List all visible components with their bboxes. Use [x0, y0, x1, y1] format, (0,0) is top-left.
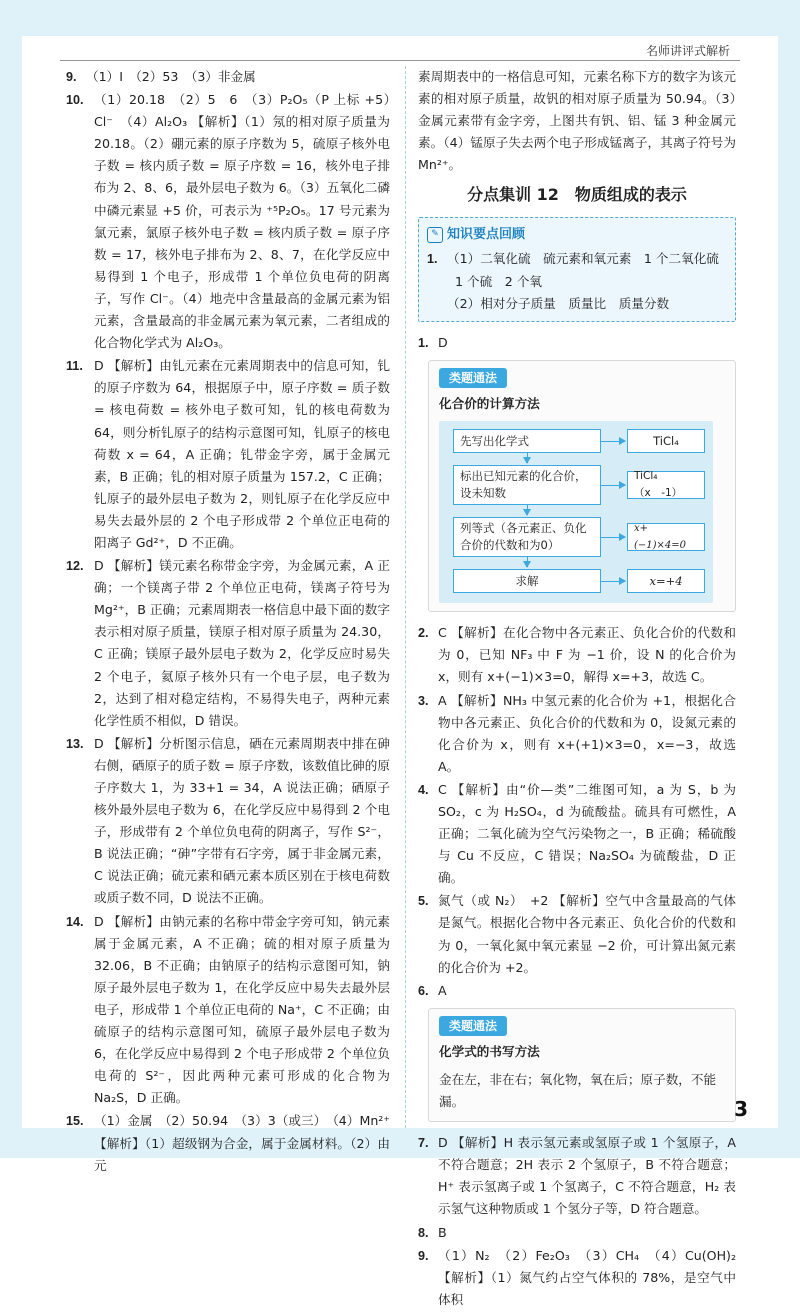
method-title: 化学式的书写方法: [439, 1043, 540, 1059]
item-text: 氮气（或 N₂） +2 【解析】空气中含量最高的气体是氮气。根据化合物中各元素正、负化合价的代数和为 0，一氧化氮中氧元素显 −2 价，可计算出氮元素的化合价为 +2。: [438, 893, 736, 975]
left-band: [0, 0, 22, 1158]
item-text: A: [438, 982, 447, 998]
method-tag: 类题通法: [439, 1016, 507, 1036]
item-text: D 【解析】镁元素名称带金字旁，为金属元素，A 正确；一个镁离子带 2 个单位正电荷，镁离子符号为 Mg²⁺，B 正确；元素周期表一格信息中最下面的数字表示相对原子质量，镁原子相对原子质量为 24.30，C 正确；镁原子最外层电子数为 2，化学反应时易失 2 个电子，氦原子核外只有一个电子层，电子数为 2，达到了相对稳定结构，不易得失电子，两种元素化学性质不相似，D 错误。: [94, 558, 390, 728]
knowledge-item: [427, 248, 727, 270]
answer-item: [66, 555, 390, 732]
flow-result-2: TiCl₄（x -1）: [627, 471, 705, 499]
right-band: [778, 0, 800, 1158]
answer-item: [418, 622, 736, 688]
page-number: 3: [734, 1097, 748, 1121]
item-number: 13.: [66, 736, 84, 751]
answer-item: [66, 355, 390, 554]
knowledge-line-3: （2）相对分子质量 质量比 质量分数: [447, 295, 670, 311]
valence-flowchart: [439, 421, 713, 603]
section-title: 分点集训 12 物质组成的表示: [467, 185, 687, 205]
item-text: A 【解析】NH₃ 中氢元素的化合价为 +1，根据化合物中各元素正、负化合价的代数和为 0，设氮元素的化合价为 x，则有 x+(+1)×3=0，x=−3，故选 A。: [438, 692, 736, 774]
flow-arrow: [601, 441, 625, 442]
answer-item: [66, 66, 390, 88]
answer-item: [418, 1222, 736, 1244]
item-number: 11.: [66, 359, 83, 374]
book-title: 名师讲评式解析: [645, 44, 730, 58]
flow-arrow: [601, 581, 625, 582]
item-number: 3.: [418, 693, 429, 708]
knowledge-box-title-text: 知识要点回顾: [447, 226, 526, 242]
flow-result-4: x=+4: [627, 569, 705, 593]
left-column: [66, 66, 403, 1178]
answer-item: [66, 89, 403, 354]
answer-item: [418, 1245, 736, 1311]
answer-item: [418, 980, 736, 1002]
notebook-icon: ✎: [427, 227, 443, 243]
answer-item: [66, 733, 390, 910]
item-number: 14.: [66, 914, 84, 929]
item-number: 7.: [418, 1136, 429, 1151]
answer-item: [418, 890, 736, 978]
item-text: C 【解析】在化合物中各元素正、负化合价的代数和为 0，已知 NF₃ 中 F 为 −1 价，设 N 的化合价为 x，则有 x+(−1)×3=0，解得 x=+3，故选 C。: [438, 625, 736, 685]
item-number: 10.: [66, 93, 84, 108]
knowledge-line-1: （1）二氧化硫 硫元素和氧元素 1 个二氧化硫: [447, 250, 719, 266]
flow-arrow: [601, 537, 625, 538]
flow-arrow: [527, 557, 528, 567]
column-divider: [405, 66, 406, 1128]
right-column: [418, 66, 736, 1312]
item-number: 6.: [418, 983, 429, 998]
item-number: 12.: [66, 559, 84, 574]
answer-item: [66, 911, 390, 1110]
item-number: 8.: [418, 1225, 429, 1240]
item-text: C 【解析】由“价—类”二维图可知，a 为 S，b 为 SO₂，c 为 H₂SO₄，d 为硫酸盐。硫具有可燃性，A 正确；二氧化硫为空气污染物之一，B 正确；稀硫酸与 Cu 不反应，C 错误；Na₂SO₄ 为硫酸盐，D 正确。: [438, 781, 736, 886]
item-text: D 【解析】H 表示氢元素或氢原子或 1 个氢原子，A 不符合题意；2H 表示 2 个氢原子，B 不符合题意；H⁺ 表示氢离子或 1 个氢离子，C 不符合题意，H₂ 表示氢气这种物质或 1 个氢分子等，D 符合题意。: [438, 1135, 736, 1217]
flow-arrow: [527, 453, 528, 463]
flow-result-1: TiCl₄: [627, 429, 705, 453]
item-text: D 【解析】由钠元素的名称中带金字旁可知，钠元素属于金属元素，A 不正确；硫的相对原子质量为 32.06，B 不正确；由钠原子的结构示意图可知，钠原子最外层电子数为 1，在化学反应中易失去最外层电子，形成带 1 个单位正电荷的 Na⁺，C 不正确；由硫原子的结构示意图可知，硫原子最外层电子数为 6，在化学反应中易得到 2 个电子形成带 2 个单位负电荷的 S²⁻，因此两种元素可形成的化合物为 Na₂S，D 正确。: [94, 913, 390, 1106]
top-band: [0, 0, 800, 36]
answer-item: [418, 779, 736, 889]
knowledge-review-box: [418, 217, 736, 322]
item-text: （1）N₂ （2）Fe₂O₃ （3）CH₄ （4）Cu(OH)₂ 【解析】（1）氮气约占空气体积的 78%，是空气中体积: [438, 1247, 736, 1307]
answer-item: [66, 1110, 390, 1176]
flow-step-4: 求解: [453, 569, 601, 593]
method-box-formula: [428, 1008, 736, 1122]
item-number: 9.: [66, 70, 77, 84]
flow-step-2: 标出已知元素的化合价，设未知数: [453, 465, 601, 505]
answer-item: [418, 1132, 736, 1220]
item-text: D 【解析】分析图示信息，硒在元素周期表中排在砷右侧，硒原子的质子数 = 原子序数，该数值比砷的原子序数大 1，为 33+1 = 34，A 说法正确；硒原子核外最外层电子数为 6，在化学反应中易得到 2 个电子，形成带有 2 个单位负电荷的阴离子，写作 S²⁻，B 说法正确；“砷”字带有石字旁，属于非金属元素，C 说法正确；硫元素和硒元素本质区别在于核电荷数或质子数不同，D 说法不正确。: [94, 735, 390, 906]
flow-arrow: [601, 485, 625, 486]
flow-step-1: 先写出化学式: [453, 429, 601, 453]
header-rule: [60, 60, 740, 61]
knowledge-box-title: [427, 224, 727, 246]
item-number: 4.: [418, 782, 429, 797]
item-text: （1）20.18 （2）5 6 （3）P₂O₅（P 上标 +5） Cl⁻ （4）Al₂O₃ 【解析】（1）氖的相对原子质量为 20.18。（2）硼元素的原子序数为 5，硫原子核外电子数 = 核内质子数 = 原子序数 = 16，核外电子排布为 2、8、6，最外层电子数为 6。（3）五氧化二磷中磷元素显 +5 价，可表示为 ⁺⁵P₂O₅。17 号元素为氯元素，氯原子核外电子数 = 核内质子数 = 原子序数 = 17，核外电子排布为 2、8、7，在化学反应中易得到 1 个电子，形成带 1 个单位负电荷的阴离子，写作 Cl⁻。（4）地壳中含量最高的金属元素为铝元素，含量最高的非金属元素为氧元素，二者组成的化合物化学式为 Al₂O₃。: [94, 92, 403, 351]
item-number: 1.: [418, 335, 429, 350]
method-tag: 类题通法: [439, 368, 507, 388]
continuation-text: 素周期表中的一格信息可知，元素名称下方的数字为该元素的相对原子质量，故钒的相对原子质量为 50.94。（3）金属元素带有金字旁，上图共有钒、铝、锰 3 种金属元素。（4）锰原子失去两个电子形成锰离子，其离子符号为 Mn²⁺。: [418, 69, 736, 173]
flow-arrow: [527, 505, 528, 515]
flow-step-3: 列等式（各元素正、负化合价的代数和为0）: [453, 517, 601, 557]
item-text: B: [438, 1224, 447, 1240]
method-box-valence: [428, 360, 736, 612]
item-number: 1.: [427, 251, 438, 266]
item-number: 9.: [418, 1248, 429, 1263]
item-number: 5.: [418, 894, 429, 909]
answer-item: [418, 690, 736, 778]
item-text: （1）Ⅰ （2）53 （3）非金属: [86, 69, 256, 84]
flow-result-3: x+(−1)×4=0: [627, 523, 705, 551]
item-number: 15.: [66, 1114, 84, 1129]
method-title: 化合价的计算方法: [439, 396, 540, 412]
method-text: 金在左，非在右；氧化物，氧在后；原子数，不能漏。: [439, 1072, 717, 1110]
knowledge-line-2: 1 个硫 2 个氧: [455, 273, 543, 289]
item-text: D: [438, 334, 448, 350]
item-number: 2.: [418, 626, 429, 641]
answer-item: [418, 332, 736, 354]
item-text: （1）金属 （2）50.94 （3）3（或三） （4）Mn²⁺ 【解析】（1）超级钢为合金，属于金属材料。（2）由元: [94, 1113, 390, 1173]
item-text: D 【解析】由钆元素在元素周期表中的信息可知，钆的原子序数为 64，根据原子中，原子序数 = 质子数 = 核电荷数 = 核外电子数可知，钆的核电荷数为 64，则分析钆原子的结构示意图可知，钆原子的核电荷数 x = 64，A 正确；钆带金字旁，属于金属元素，B 正确；钆的相对原子质量为 157.2，C 正确；钆原子的最外层电子数为 2，则钆原子在化学反应中易失去最外层的 2 个电子形成带 2 个单位正电荷的阳离子 Gd²⁺，D 不正确。: [94, 358, 390, 550]
